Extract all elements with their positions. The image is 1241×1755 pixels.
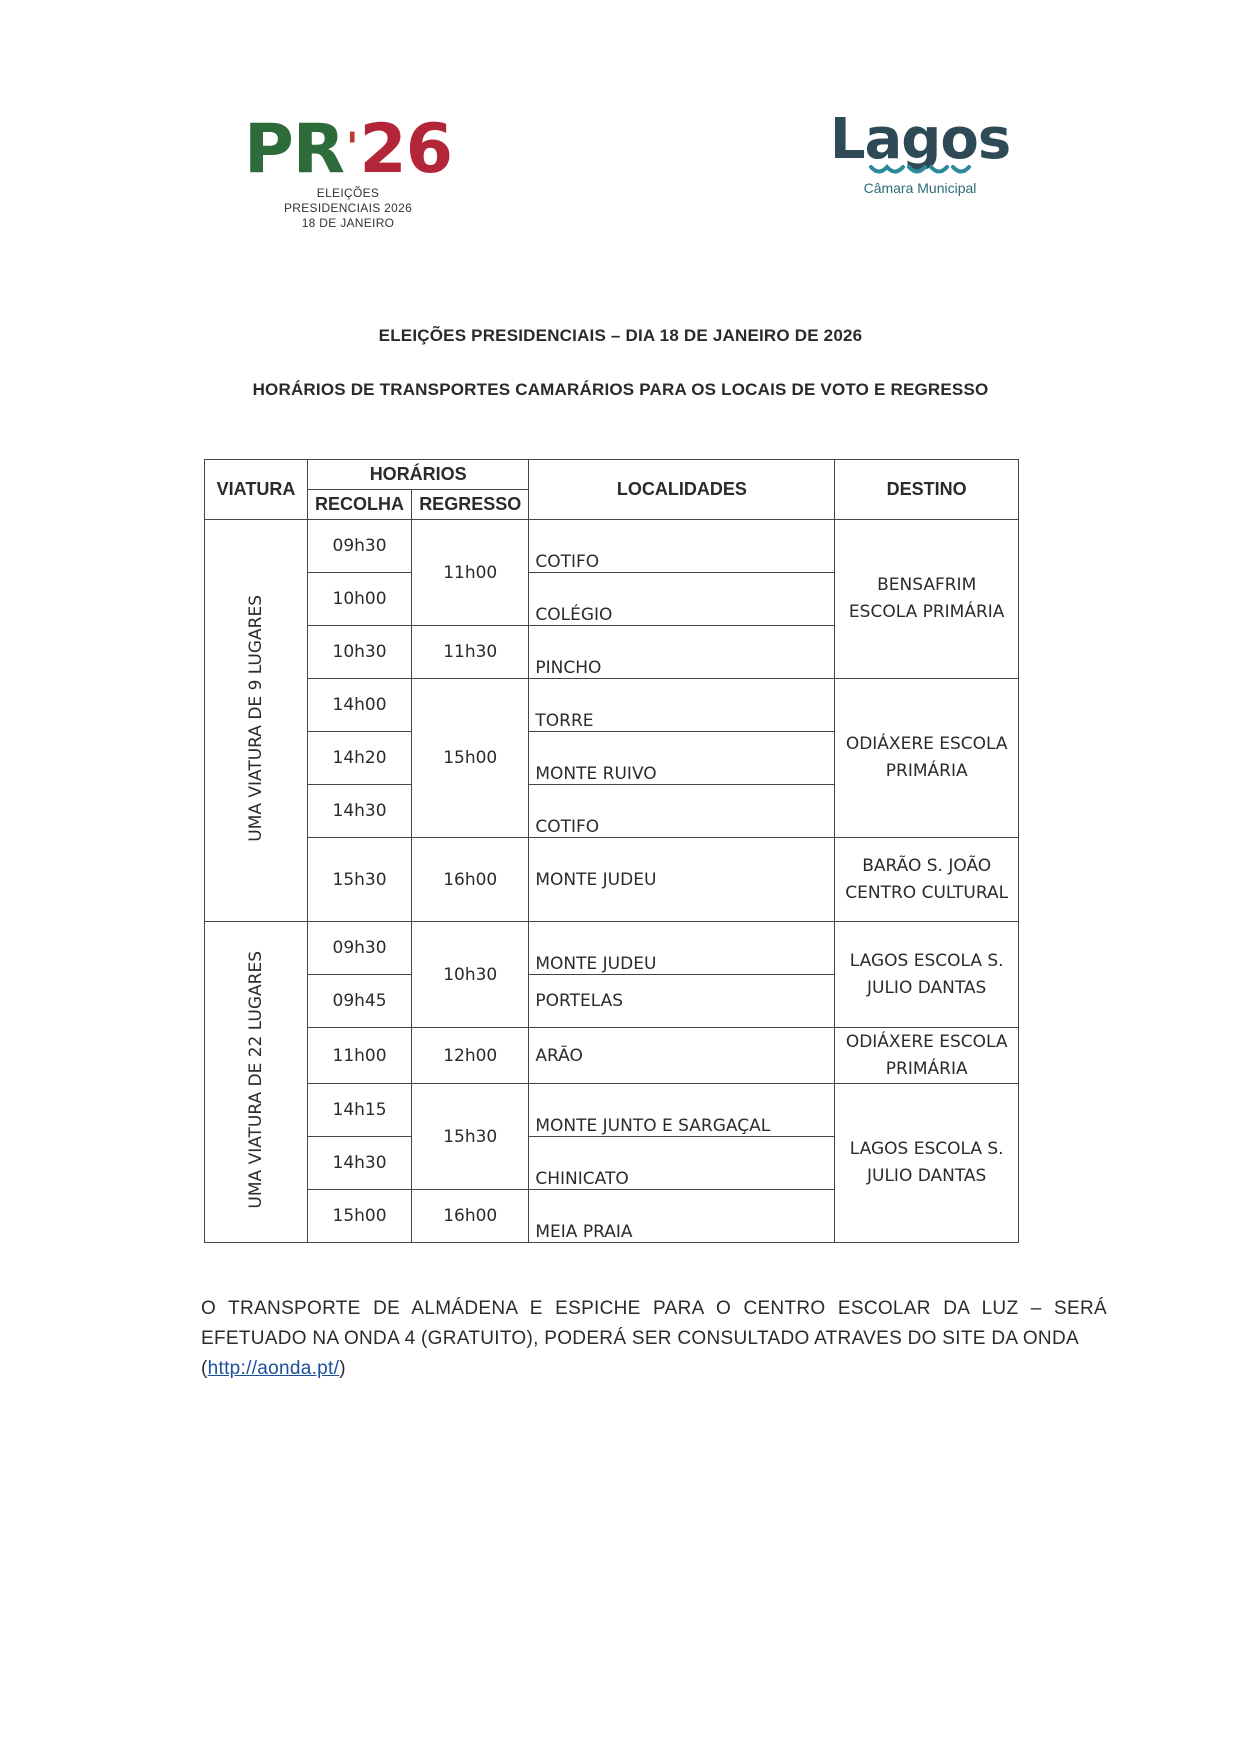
- recolha-cell: 15h30: [308, 838, 412, 922]
- footer-paren-open: (: [201, 1358, 208, 1379]
- destino-cell: LAGOS ESCOLA S. JULIO DANTAS: [835, 1084, 1019, 1243]
- localidade-cell: COLÉGIO: [529, 573, 835, 626]
- recolha-cell: 14h30: [308, 785, 412, 838]
- pr26-line1: ELEIÇÕES: [316, 186, 380, 200]
- recolha-cell: 09h30: [308, 922, 412, 975]
- regresso-cell: 11h00: [412, 520, 529, 626]
- destino-cell: ODIÁXERE ESCOLA PRIMÁRIA: [835, 1028, 1019, 1084]
- lagos-subtitle: Câmara Municipal: [863, 180, 977, 196]
- page-subtitle: HORÁRIOS DE TRANSPORTES CAMARÁRIOS PARA OS LOCAIS DE VOTO E REGRESSO: [252, 380, 989, 399]
- destino-cell: BENSAFRIM ESCOLA PRIMÁRIA: [835, 520, 1019, 679]
- localidade-cell: MONTE RUIVO: [529, 732, 835, 785]
- regresso-cell: 16h00: [412, 838, 529, 922]
- localidade-cell: CHINICATO: [529, 1137, 835, 1190]
- header-viatura: VIATURA: [205, 460, 308, 520]
- header-regresso: REGRESSO: [412, 490, 529, 520]
- localidade-cell: COTIFO: [529, 785, 835, 838]
- localidade-cell: MEIA PRAIA: [529, 1190, 835, 1243]
- table-row: [205, 1028, 1019, 1084]
- table-row: [205, 679, 1019, 732]
- header-destino: DESTINO: [835, 460, 1019, 520]
- localidade-cell: MONTE JUDEU: [529, 838, 835, 922]
- destino-cell: BARÃO S. JOÃO CENTRO CULTURAL: [835, 838, 1019, 922]
- recolha-cell: 14h30: [308, 1137, 412, 1190]
- regresso-cell: 12h00: [412, 1028, 529, 1084]
- localidade-cell: PINCHO: [529, 626, 835, 679]
- regresso-cell: 15h30: [412, 1084, 529, 1190]
- recolha-cell: 11h00: [308, 1028, 412, 1084]
- destino-cell: ODIÁXERE ESCOLA PRIMÁRIA: [835, 679, 1019, 838]
- recolha-cell: 10h00: [308, 573, 412, 626]
- regresso-cell: 11h30: [412, 626, 529, 679]
- recolha-cell: 09h45: [308, 975, 412, 1028]
- localidade-cell: ARÃO: [529, 1028, 835, 1084]
- recolha-cell: 14h20: [308, 732, 412, 785]
- table-row: [205, 520, 1019, 573]
- footer-paren-close: ): [339, 1358, 346, 1379]
- table-row: [205, 922, 1019, 975]
- header-localidades: LOCALIDADES: [529, 460, 835, 520]
- destino-cell: LAGOS ESCOLA S. JULIO DANTAS: [835, 922, 1019, 1028]
- localidade-cell: MONTE JUNTO E SARGAÇAL: [529, 1084, 835, 1137]
- recolha-cell: 10h30: [308, 626, 412, 679]
- recolha-cell: 09h30: [308, 520, 412, 573]
- localidade-cell: PORTELAS: [529, 975, 835, 1028]
- onda-link[interactable]: http://aonda.pt/: [207, 1358, 340, 1379]
- regresso-cell: 10h30: [412, 922, 529, 1028]
- header-horarios: HORÁRIOS: [308, 460, 529, 490]
- footer-note: [201, 1294, 1107, 1384]
- localidade-cell: MONTE JUDEU: [529, 922, 835, 975]
- lagos-logo: [820, 107, 1020, 196]
- recolha-cell: 14h00: [308, 679, 412, 732]
- pr26-line3: 18 DE JANEIRO: [301, 216, 395, 230]
- regresso-cell: 15h00: [412, 679, 529, 838]
- vehicle-label: UMA VIATURA DE 22 LUGARES: [205, 922, 308, 1243]
- pr26-line2: PRESIDENCIAIS 2026: [283, 201, 413, 215]
- vehicle-label: UMA VIATURA DE 9 LUGARES: [205, 520, 308, 922]
- recolha-cell: 14h15: [308, 1084, 412, 1137]
- header-recolha: RECOLHA: [308, 490, 412, 520]
- schedule-table: [204, 459, 1019, 1243]
- recolha-cell: 15h00: [308, 1190, 412, 1243]
- pr26-mark: PR'26: [243, 110, 453, 189]
- page-title: ELEIÇÕES PRESIDENCIAIS – DIA 18 DE JANEIRO DE 2026: [378, 326, 863, 345]
- footer-text: O TRANSPORTE DE ALMÁDENA E ESPICHE PARA O CENTRO ESCOLAR DA LUZ – SERÁ EFETUADO NA ONDA 4 (GRATUITO), PODERÁ SER CONSULTADO ATRAVES DO SITE DA ONDA: [201, 1298, 1107, 1349]
- table-row: [205, 1084, 1019, 1137]
- header-row: [205, 460, 1019, 490]
- lagos-wordmark: Lagos: [829, 107, 1011, 172]
- table-row: [205, 838, 1019, 922]
- localidade-cell: COTIFO: [529, 520, 835, 573]
- regresso-cell: 16h00: [412, 1190, 529, 1243]
- pr26-logo: [243, 110, 453, 231]
- localidade-cell: TORRE: [529, 679, 835, 732]
